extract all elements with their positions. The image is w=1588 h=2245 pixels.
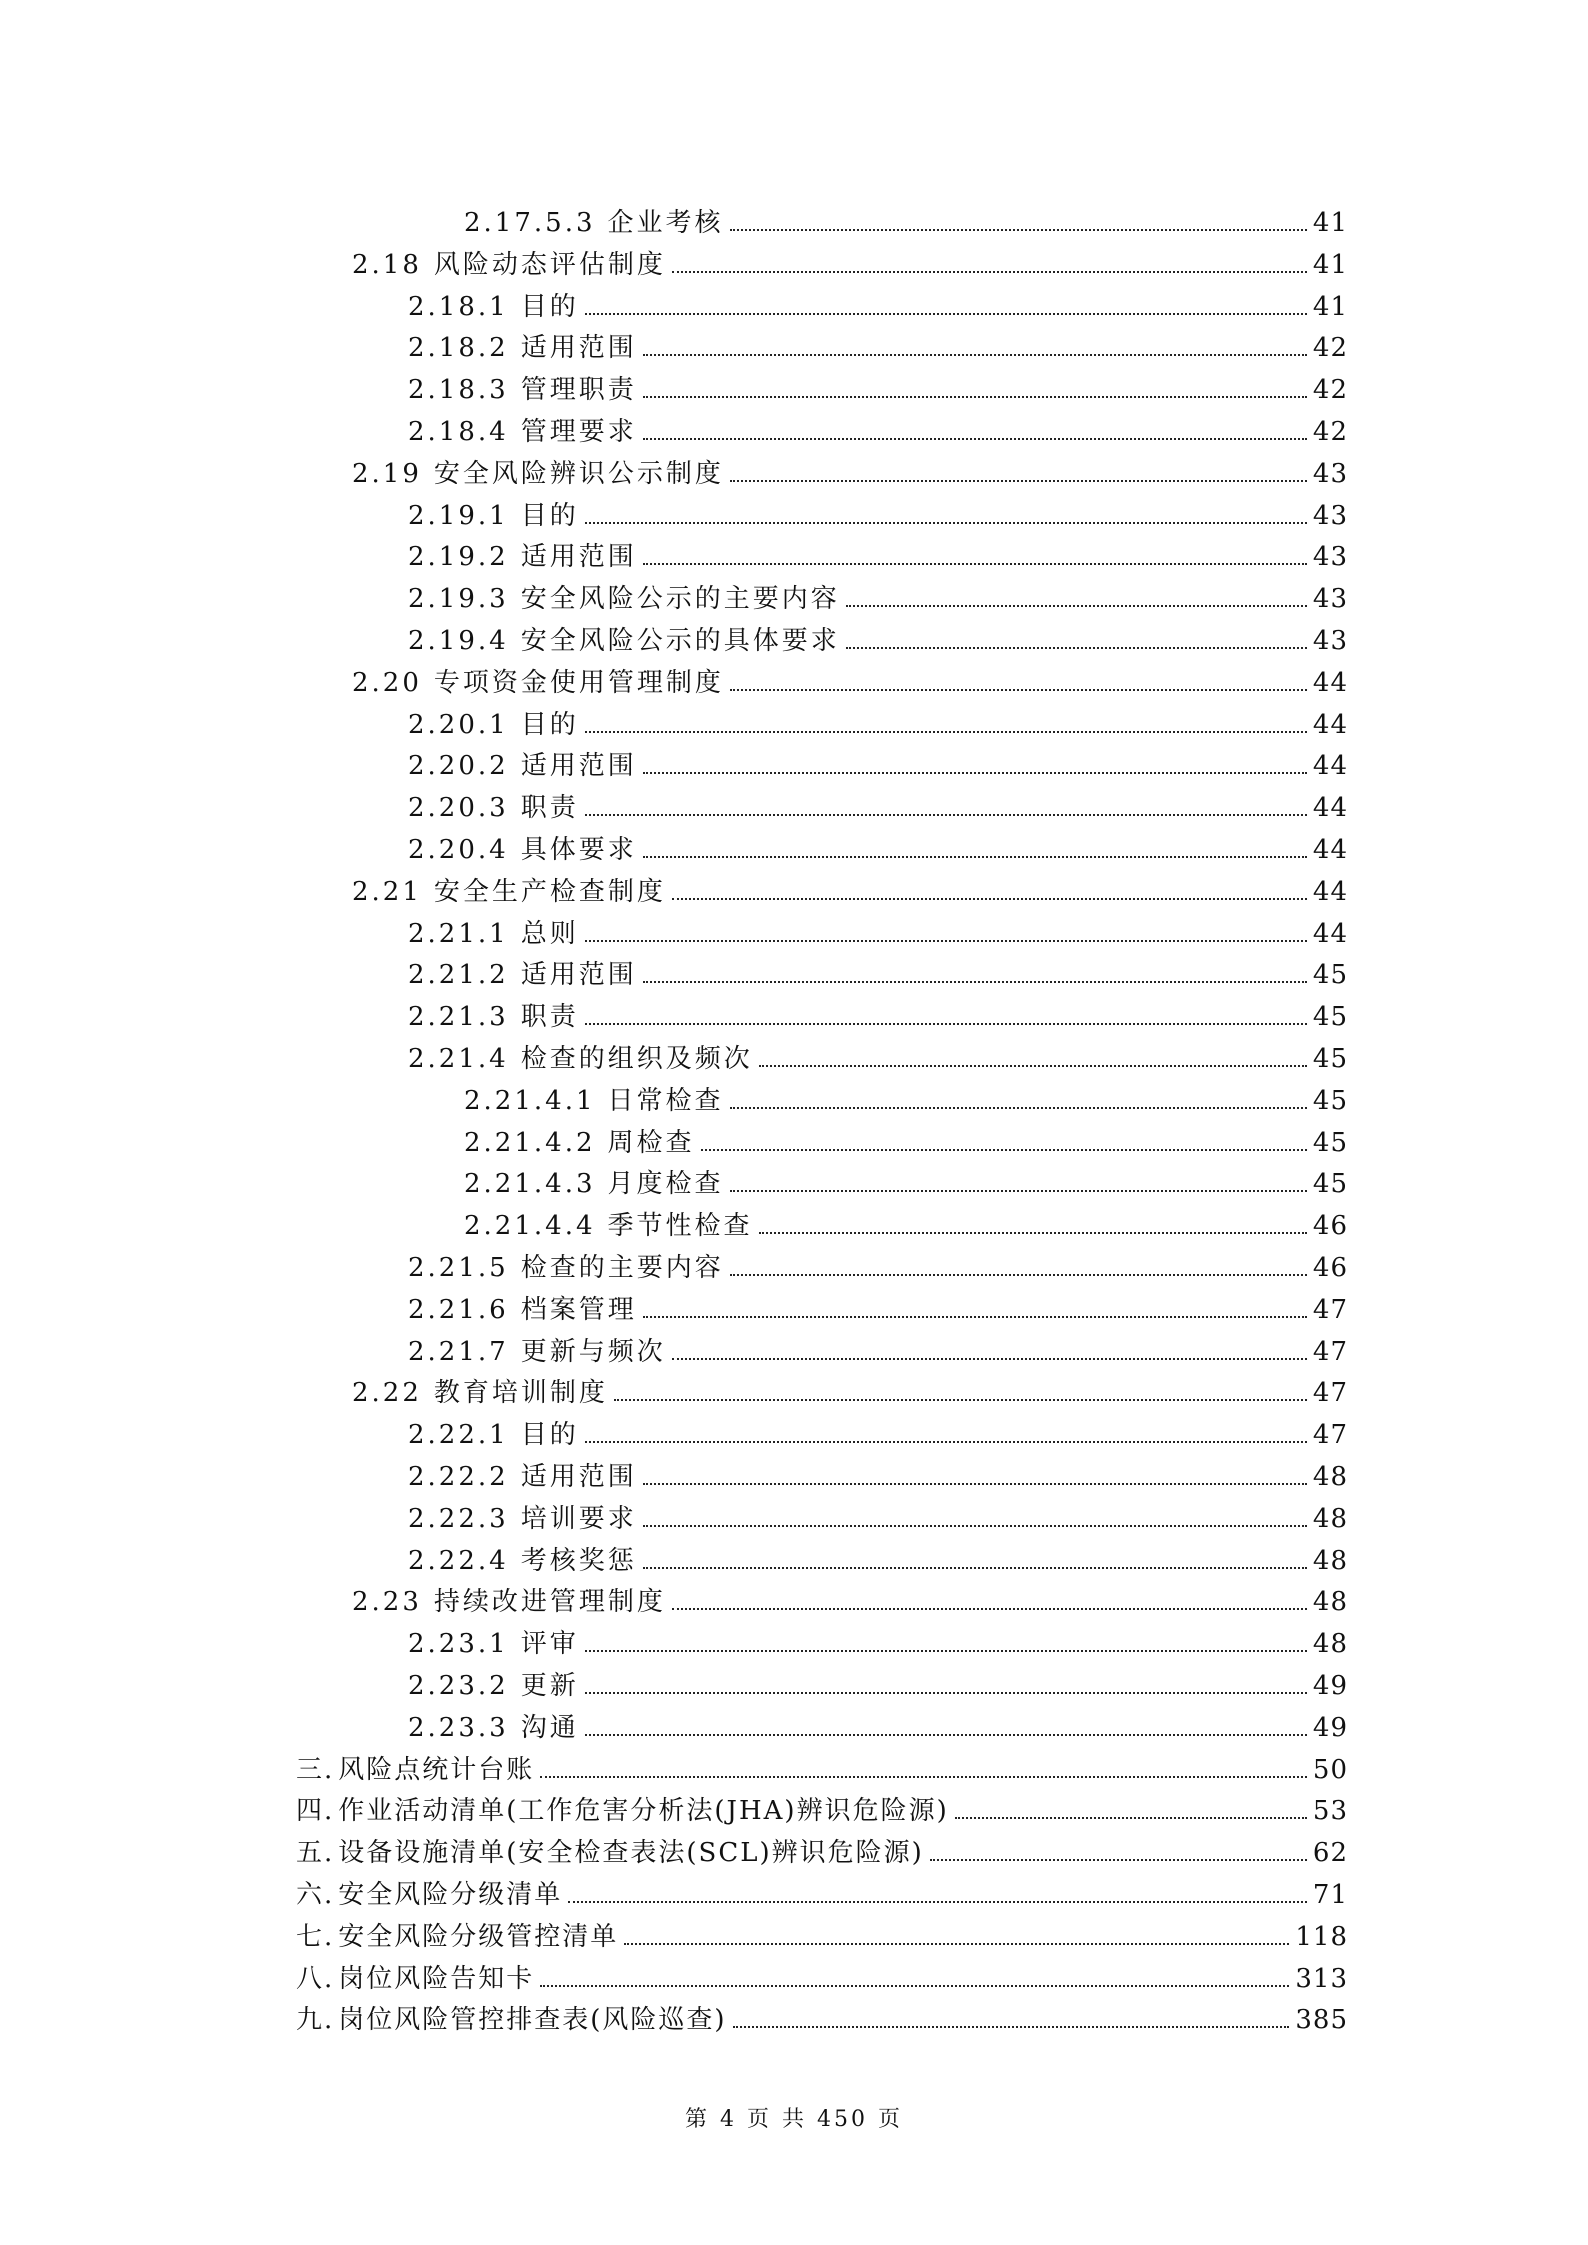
toc-entry[interactable] xyxy=(408,282,1348,322)
toc-entry-page: 118 xyxy=(1295,1922,1348,1952)
toc-entry-title: 适用范围 xyxy=(520,542,637,572)
toc-entry-number: 七. xyxy=(296,1922,335,1952)
toc-dot-leader xyxy=(759,1065,1307,1067)
toc-entry[interactable] xyxy=(296,1828,1348,1868)
toc-entry[interactable] xyxy=(408,1619,1348,1659)
toc-entry-number: 2.21.1 xyxy=(408,919,509,949)
toc-dot-leader xyxy=(846,605,1307,607)
toc-entry-page: 45 xyxy=(1312,960,1348,990)
toc-entry-title: 适用范围 xyxy=(520,1462,637,1492)
toc-entry-number: 2.18.4 xyxy=(408,417,509,447)
toc-entry-title: 目的 xyxy=(520,1420,579,1450)
toc-entry-page: 41 xyxy=(1312,250,1348,280)
toc-entry-title: 作业活动清单(工作危害分析法(JHA)辨识危险源) xyxy=(338,1796,949,1826)
toc-entry-page: 43 xyxy=(1312,542,1348,572)
toc-entry-page: 44 xyxy=(1312,710,1348,740)
toc-dot-leader xyxy=(701,1149,1307,1151)
toc-entry-number: 六. xyxy=(296,1880,335,1910)
toc-entry-page: 44 xyxy=(1312,877,1348,907)
toc-entry-page: 43 xyxy=(1312,626,1348,656)
toc-entry-page: 42 xyxy=(1312,375,1348,405)
toc-entry-title: 企业考核 xyxy=(607,208,724,238)
toc-entry-number: 2.18 xyxy=(352,250,422,280)
toc-entry-page: 62 xyxy=(1312,1838,1348,1868)
toc-entry-title: 更新 xyxy=(520,1671,579,1701)
toc-entry-title: 总则 xyxy=(520,919,579,949)
toc-entry[interactable] xyxy=(408,1661,1348,1701)
toc-dot-leader xyxy=(672,1358,1307,1360)
toc-dot-leader xyxy=(759,1232,1307,1234)
toc-entry[interactable] xyxy=(352,449,1348,489)
toc-entry[interactable] xyxy=(408,825,1348,865)
toc-entry[interactable] xyxy=(296,1954,1348,1994)
toc-entry-page: 313 xyxy=(1295,1964,1348,1994)
toc-entry-number: 九. xyxy=(296,2005,335,2035)
toc-entry-number: 2.21.2 xyxy=(408,960,509,990)
toc-entry-number: 2.20.4 xyxy=(408,835,509,865)
toc-entry-title: 安全风险分级管控清单 xyxy=(338,1922,619,1952)
toc-entry-number: 2.22.2 xyxy=(408,1462,509,1492)
toc-dot-leader xyxy=(585,522,1307,524)
toc-dot-leader xyxy=(585,1692,1307,1694)
toc-entry-title: 安全生产检查制度 xyxy=(433,877,666,907)
toc-entry-page: 42 xyxy=(1312,333,1348,363)
toc-entry-number: 2.23 xyxy=(352,1587,422,1617)
toc-entry[interactable] xyxy=(296,1786,1348,1826)
toc-entry-number: 2.19.4 xyxy=(408,626,509,656)
toc-entry-title: 检查的主要内容 xyxy=(520,1253,724,1283)
toc-dot-leader xyxy=(540,1776,1307,1778)
toc-entry[interactable] xyxy=(408,574,1348,614)
toc-entry[interactable] xyxy=(408,1410,1348,1450)
toc-entry-page: 46 xyxy=(1312,1211,1348,1241)
toc-dot-leader xyxy=(643,856,1307,858)
toc-dot-leader xyxy=(730,480,1307,482)
toc-entry[interactable] xyxy=(408,1285,1348,1325)
page-footer: 第 4 页 共 450 页 xyxy=(685,2107,903,2132)
toc-entry-number: 2.21.4.4 xyxy=(464,1211,596,1241)
toc-entry-page: 44 xyxy=(1312,835,1348,865)
toc-entry-number: 2.19.2 xyxy=(408,542,509,572)
toc-dot-leader xyxy=(643,438,1307,440)
toc-dot-leader xyxy=(955,1817,1307,1819)
toc-entry-number: 2.19.3 xyxy=(408,584,509,614)
toc-entry-title: 持续改进管理制度 xyxy=(433,1587,666,1617)
toc-entry-page: 71 xyxy=(1312,1880,1348,1910)
toc-entry-title: 职责 xyxy=(520,793,579,823)
toc-dot-leader xyxy=(585,940,1307,942)
toc-entry-page: 41 xyxy=(1312,208,1348,238)
toc-entry-page: 48 xyxy=(1312,1504,1348,1534)
toc-dot-leader xyxy=(614,1399,1307,1401)
toc-dot-leader xyxy=(585,1734,1307,1736)
toc-dot-leader xyxy=(540,1985,1289,1987)
toc-entry[interactable] xyxy=(296,1912,1348,1952)
toc-entry-number: 2.23.2 xyxy=(408,1671,509,1701)
toc-entry-title: 岗位风险管控排查表(风险巡查) xyxy=(338,2005,727,2035)
toc-entry-number: 2.23.1 xyxy=(408,1629,509,1659)
toc-entry[interactable] xyxy=(464,1118,1348,1158)
toc-entry[interactable] xyxy=(408,1452,1348,1492)
toc-entry-title: 岗位风险告知卡 xyxy=(338,1964,535,1994)
toc-entry-number: 2.22.1 xyxy=(408,1420,509,1450)
toc-entry[interactable] xyxy=(408,407,1348,447)
toc-entry-number: 2.21 xyxy=(352,877,422,907)
toc-dot-leader xyxy=(585,1023,1307,1025)
toc-entry-number: 2.20.3 xyxy=(408,793,509,823)
toc-dot-leader xyxy=(930,1859,1307,1861)
toc-entry-number: 2.20.2 xyxy=(408,751,509,781)
toc-entry-title: 沟通 xyxy=(520,1713,579,1743)
toc-entry-page: 47 xyxy=(1312,1295,1348,1325)
toc-entry-number: 2.22.3 xyxy=(408,1504,509,1534)
toc-dot-leader xyxy=(672,271,1307,273)
toc-entry-number: 2.21.6 xyxy=(408,1295,509,1325)
toc-entry-number: 2.18.1 xyxy=(408,292,509,322)
toc-entry-title: 设备设施清单(安全检查表法(SCL)辨识危险源) xyxy=(338,1838,924,1868)
toc-entry-title: 周检查 xyxy=(607,1128,695,1158)
toc-entry-title: 月度检查 xyxy=(607,1169,724,1199)
toc-dot-leader xyxy=(730,229,1307,231)
toc-entry-title: 季节性检查 xyxy=(607,1211,753,1241)
toc-dot-leader xyxy=(624,1943,1289,1945)
toc-entry-title: 培训要求 xyxy=(520,1504,637,1534)
toc-entry-title: 管理要求 xyxy=(520,417,637,447)
toc-entry-page: 47 xyxy=(1312,1420,1348,1450)
toc-entry-page: 46 xyxy=(1312,1253,1348,1283)
toc-entry-number: 2.20.1 xyxy=(408,710,509,740)
toc-dot-leader xyxy=(672,898,1307,900)
toc-entry-number: 2.21.5 xyxy=(408,1253,509,1283)
toc-dot-leader xyxy=(730,689,1307,691)
toc-entry[interactable] xyxy=(408,1494,1348,1534)
toc-entry-number: 四. xyxy=(296,1796,335,1826)
toc-entry[interactable] xyxy=(296,1995,1348,2035)
toc-entry[interactable] xyxy=(408,323,1348,363)
toc-entry-number: 2.22.4 xyxy=(408,1546,509,1576)
toc-entry-title: 管理职责 xyxy=(520,375,637,405)
toc-entry-number: 2.19.1 xyxy=(408,501,509,531)
toc-entry-title: 安全风险辨识公示制度 xyxy=(433,459,724,489)
toc-entry-title: 安全风险公示的主要内容 xyxy=(520,584,840,614)
toc-entry-page: 45 xyxy=(1312,1086,1348,1116)
toc-entry-title: 风险点统计台账 xyxy=(338,1755,535,1785)
toc-entry-number: 八. xyxy=(296,1964,335,1994)
toc-entry[interactable] xyxy=(408,992,1348,1032)
toc-entry-page: 44 xyxy=(1312,793,1348,823)
toc-entry-number: 2.17.5.3 xyxy=(464,208,596,238)
toc-entry[interactable] xyxy=(352,1368,1348,1408)
toc-entry-title: 具体要求 xyxy=(520,835,637,865)
toc-entry-number: 2.21.7 xyxy=(408,1337,509,1367)
toc-entry-page: 42 xyxy=(1312,417,1348,447)
toc-entry-number: 五. xyxy=(296,1838,335,1868)
toc-dot-leader xyxy=(643,1483,1307,1485)
toc-entry-number: 2.21.4.1 xyxy=(464,1086,596,1116)
toc-entry-title: 教育培训制度 xyxy=(433,1378,608,1408)
toc-entry-title: 适用范围 xyxy=(520,333,637,363)
toc-dot-leader xyxy=(643,354,1307,356)
toc-entry[interactable] xyxy=(408,741,1348,781)
toc-entry-title: 安全风险分级清单 xyxy=(338,1880,563,1910)
toc-entry[interactable] xyxy=(464,1201,1348,1241)
toc-entry[interactable] xyxy=(352,1577,1348,1617)
toc-entry-title: 目的 xyxy=(520,292,579,322)
toc-dot-leader xyxy=(585,814,1307,816)
toc-entry-number: 2.19 xyxy=(352,459,422,489)
toc-entry-number: 2.21.4.2 xyxy=(464,1128,596,1158)
toc-dot-leader xyxy=(643,981,1307,983)
toc-dot-leader xyxy=(643,772,1307,774)
toc-entry-page: 48 xyxy=(1312,1546,1348,1576)
toc-dot-leader xyxy=(733,2026,1290,2028)
toc-entry-page: 50 xyxy=(1312,1755,1348,1785)
toc-entry[interactable] xyxy=(464,198,1348,238)
toc-dot-leader xyxy=(643,396,1307,398)
toc-entry[interactable] xyxy=(352,658,1348,698)
toc-entry-page: 44 xyxy=(1312,751,1348,781)
toc-entry[interactable] xyxy=(408,700,1348,740)
toc-dot-leader xyxy=(730,1190,1307,1192)
toc-dot-leader xyxy=(643,1525,1307,1527)
toc-entry-page: 49 xyxy=(1312,1713,1348,1743)
toc-entry-page: 47 xyxy=(1312,1337,1348,1367)
toc-dot-leader xyxy=(585,731,1307,733)
toc-dot-leader xyxy=(585,1441,1307,1443)
toc-entry-title: 职责 xyxy=(520,1002,579,1032)
toc-entry[interactable] xyxy=(408,532,1348,572)
toc-entry-number: 三. xyxy=(296,1755,335,1785)
toc-entry[interactable] xyxy=(352,867,1348,907)
toc-entry[interactable] xyxy=(408,491,1348,531)
toc-entry-title: 检查的组织及频次 xyxy=(520,1044,753,1074)
toc-entry[interactable] xyxy=(352,240,1348,280)
toc-entry-page: 48 xyxy=(1312,1629,1348,1659)
toc-entry-page: 41 xyxy=(1312,292,1348,322)
toc-entry-page: 45 xyxy=(1312,1128,1348,1158)
toc-entry-title: 评审 xyxy=(520,1629,579,1659)
toc-entry-number: 2.21.4.3 xyxy=(464,1169,596,1199)
toc-dot-leader xyxy=(846,647,1307,649)
toc-entry-number: 2.18.2 xyxy=(408,333,509,363)
toc-entry-page: 53 xyxy=(1312,1796,1348,1826)
toc-entry-title: 适用范围 xyxy=(520,960,637,990)
toc-entry-page: 44 xyxy=(1312,919,1348,949)
toc-entry-page: 45 xyxy=(1312,1169,1348,1199)
toc-entry-title: 专项资金使用管理制度 xyxy=(433,668,724,698)
toc-entry-page: 43 xyxy=(1312,584,1348,614)
toc-entry-title: 考核奖惩 xyxy=(520,1546,637,1576)
toc-entry[interactable] xyxy=(464,1159,1348,1199)
toc-entry[interactable] xyxy=(408,1703,1348,1743)
toc-entry-number: 2.18.3 xyxy=(408,375,509,405)
toc-dot-leader xyxy=(585,1650,1307,1652)
toc-entry[interactable] xyxy=(408,1243,1348,1283)
toc-entry-title: 目的 xyxy=(520,710,579,740)
toc-entry[interactable] xyxy=(296,1745,1348,1785)
toc-entry-number: 2.23.3 xyxy=(408,1713,509,1743)
toc-entry-number: 2.22 xyxy=(352,1378,422,1408)
toc-entry[interactable] xyxy=(464,1076,1348,1116)
toc-dot-leader xyxy=(643,563,1307,565)
toc-entry-number: 2.20 xyxy=(352,668,422,698)
toc-entry-title: 档案管理 xyxy=(520,1295,637,1325)
toc-entry-page: 48 xyxy=(1312,1462,1348,1492)
toc-entry-page: 44 xyxy=(1312,668,1348,698)
toc-entry[interactable] xyxy=(408,783,1348,823)
toc-entry-page: 48 xyxy=(1312,1587,1348,1617)
toc-entry-page: 47 xyxy=(1312,1378,1348,1408)
toc-dot-leader xyxy=(585,313,1307,315)
toc-entry-title: 更新与频次 xyxy=(520,1337,666,1367)
toc-entry-page: 45 xyxy=(1312,1044,1348,1074)
toc-entry-title: 适用范围 xyxy=(520,751,637,781)
toc-entry[interactable] xyxy=(408,616,1348,656)
toc-entry-page: 49 xyxy=(1312,1671,1348,1701)
toc-entry-page: 385 xyxy=(1295,2005,1348,2035)
toc-entry[interactable] xyxy=(408,365,1348,405)
toc-entry-page: 45 xyxy=(1312,1002,1348,1032)
toc-entry-page: 43 xyxy=(1312,501,1348,531)
toc-entry-title: 风险动态评估制度 xyxy=(433,250,666,280)
toc-entry-page: 43 xyxy=(1312,459,1348,489)
toc-entry[interactable] xyxy=(296,1870,1348,1910)
toc-dot-leader xyxy=(643,1316,1307,1318)
toc-dot-leader xyxy=(672,1608,1307,1610)
toc-dot-leader xyxy=(568,1901,1307,1903)
toc-dot-leader xyxy=(730,1107,1307,1109)
toc-entry-number: 2.21.4 xyxy=(408,1044,509,1074)
toc-entry[interactable] xyxy=(408,950,1348,990)
toc-entry[interactable] xyxy=(408,1327,1348,1367)
toc-entry-title: 安全风险公示的具体要求 xyxy=(520,626,840,656)
toc-entry-number: 2.21.3 xyxy=(408,1002,509,1032)
toc-entry[interactable] xyxy=(408,909,1348,949)
toc-entry-title: 日常检查 xyxy=(607,1086,724,1116)
toc-entry-title: 目的 xyxy=(520,501,579,531)
toc-dot-leader xyxy=(643,1567,1307,1569)
toc-entry[interactable] xyxy=(408,1034,1348,1074)
toc-dot-leader xyxy=(730,1274,1307,1276)
toc-entry[interactable] xyxy=(408,1536,1348,1576)
